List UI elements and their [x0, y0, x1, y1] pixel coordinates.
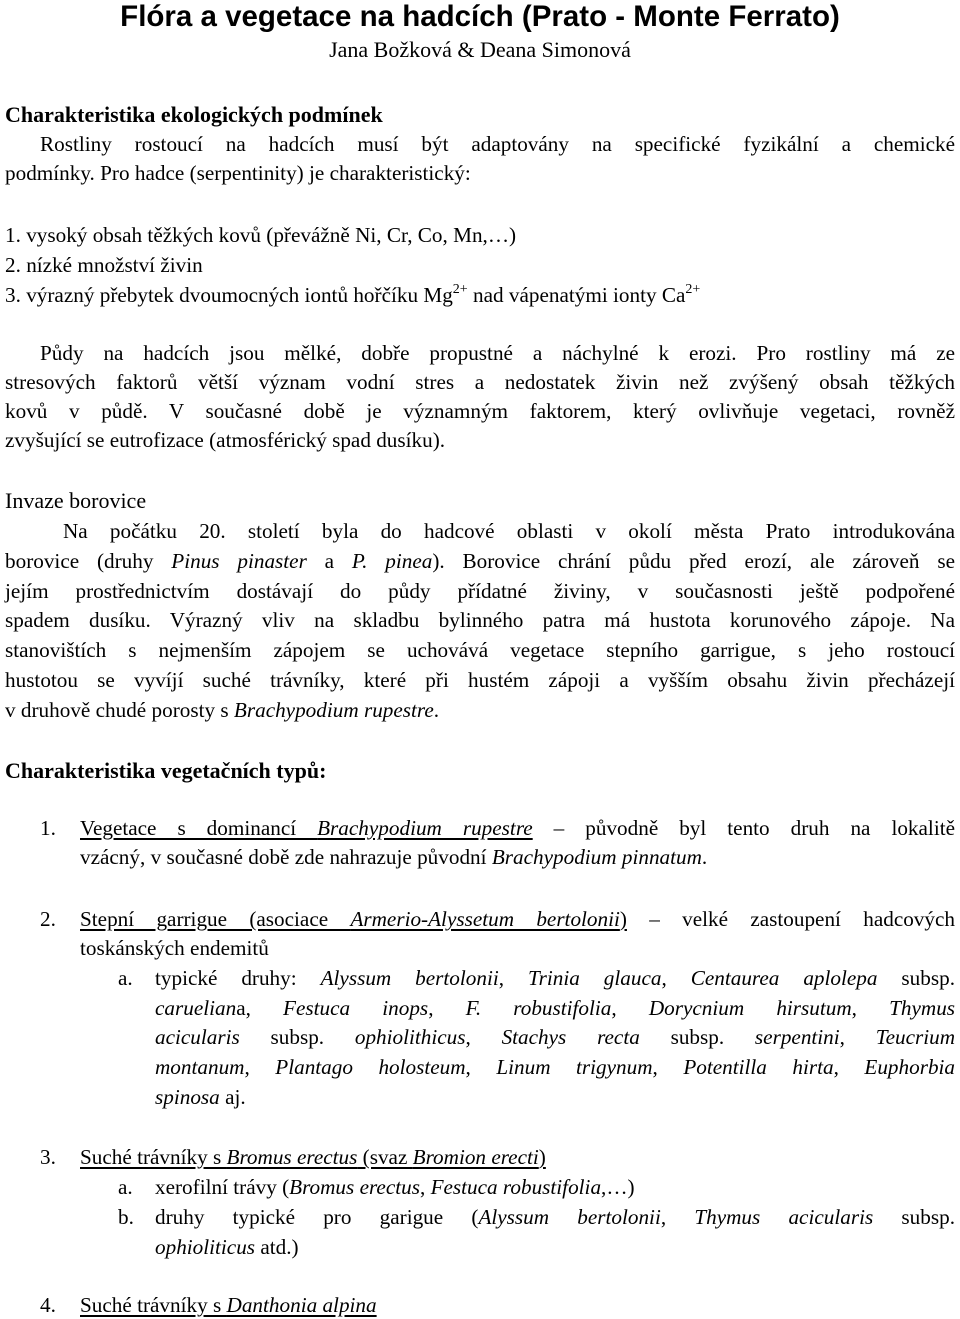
type-1-number: 1.: [40, 816, 56, 840]
type-3-sublist-a-line: xerofilní trávy (Bromus erectus, Festuca robustifolia,…): [155, 1175, 635, 1199]
type-3-sublist-b-line-2: ophioliticus atd.): [155, 1235, 299, 1259]
section-heading-ecology: Charakteristika ekologických podmínek: [5, 102, 383, 127]
type-2-line-2: toskánských endemitů: [80, 936, 269, 960]
invasion-line-5: stanovištích s nejmenším zápojem se uchovává vegetace stepního garrigue, s jeho rostoucí: [5, 638, 955, 662]
section-heading-vegetation-types: Charakteristika vegetačních typů:: [5, 758, 327, 783]
invasion-line-2: borovice (druhy Pinus pinaster a P. pinea). Borovice chrání půdu před erozí, ale zároveň se: [5, 549, 955, 573]
ecology-list-item-2: 2. nízké množství živin: [5, 253, 203, 277]
type-3-line-1: Suché trávníky s Bromus erectus (svaz Bromion erecti): [80, 1145, 546, 1169]
invasion-line-1: Na počátku 20. století byla do hadcové oblasti v okolí města Prato introdukována: [63, 519, 955, 543]
type-2-sublist-a-line-3: acicularis subsp. ophiolithicus, Stachys recta subsp. serpentini, Teucrium: [155, 1025, 956, 1049]
type-3-sublist-b-line-1: druhy typické pro garigue (Alyssum bertolonii, Thymus acicularis subsp.: [155, 1205, 955, 1229]
type-4-line-1: Suché trávníky s Danthonia alpina: [80, 1293, 377, 1317]
invasion-line-7: v druhově chudé porosty s Brachypodium rupestre.: [5, 698, 440, 722]
ecology-para-line-1: Půdy na hadcích jsou mělké, dobře propustné a náchylné k erozi. Pro rostliny má ze: [40, 341, 955, 365]
invasion-line-4: spadem dusíku. Výrazný vliv na skladbu bylinného patra má hustota korunového zápoje. Na: [5, 608, 955, 632]
type-2-sublist-label-a: a.: [118, 966, 133, 990]
type-3-number: 3.: [40, 1145, 56, 1169]
document-authors: Jana Božková & Deana Simonová: [329, 37, 631, 62]
type-2-sublist-a-line-5: spinosa aj.: [155, 1085, 246, 1109]
ecology-intro-line-2: podmínky. Pro hadce (serpentinity) je charakteristický:: [5, 161, 471, 185]
ecology-list-item-3: 3. výrazný přebytek dvoumocných iontů hořčíku $Mg^{2+}$ nad vápenatými ionty $Ca^{2+}$: [5, 282, 701, 307]
type-3-sublist-label-a: a.: [118, 1175, 133, 1199]
type-2-sublist-a-line-4: montanum, Plantago holosteum, Linum trigynum, Potentilla hirta, Euphorbia: [155, 1055, 956, 1079]
type-4-number: 4.: [40, 1293, 56, 1317]
ecology-para-line-4: zvyšující se eutrofizace (atmosférický spad dusíku).: [5, 428, 446, 452]
ecology-intro-line-1: Rostliny rostoucí na hadcích musí být adaptovány na specifické fyzikální a chemické: [40, 132, 955, 156]
ecology-para-line-3: kovů v půdě. V současné době je významným faktorem, který ovlivňuje vegetaci, rovněž: [5, 399, 955, 423]
ecology-list-item-1: 1. vysoký obsah těžkých kovů (převážně Ni, Cr, Co, Mn,…): [5, 223, 517, 247]
type-1-line-1: Vegetace s dominancí Brachypodium rupestre – původně byl tento druh na lokalitě: [80, 816, 955, 840]
type-2-number: 2.: [40, 907, 56, 931]
type-3-sublist-label-b: b.: [118, 1205, 134, 1229]
ecology-para-line-2: stresových faktorů větší význam vodní stres a nedostatek živin než zvýšený obsah těžkých: [5, 370, 955, 394]
invasion-line-6: hustotou se vyvíjí suché trávníky, které při hustém zápoji a vyšším obsahu živin přecházejí: [5, 668, 955, 692]
type-2-line-1: Stepní garrigue (asociace Armerio-Alyssetum bertolonii) – velké zastoupení hadcových: [80, 907, 955, 931]
document-title: Flóra a vegetace na hadcích (Prato - Monte Ferrato): [120, 0, 840, 33]
type-2-sublist-a-line-1: typické druhy: Alyssum bertolonii, Trinia glauca, Centaurea aplolepa subsp.: [155, 966, 955, 990]
type-1-line-2: vzácný, v současné době zde nahrazuje původní Brachypodium pinnatum.: [80, 845, 708, 869]
type-2-sublist-a-line-2: carueliana, Festuca inops, F. robustifolia, Dorycnium hirsutum, Thymus: [155, 996, 956, 1020]
invasion-line-3: jejím prostřednictvím dostávají do půdy přídatné živiny, v současnosti ještě podpořené: [5, 579, 955, 603]
section-heading-invasion: Invaze borovice: [5, 488, 147, 513]
